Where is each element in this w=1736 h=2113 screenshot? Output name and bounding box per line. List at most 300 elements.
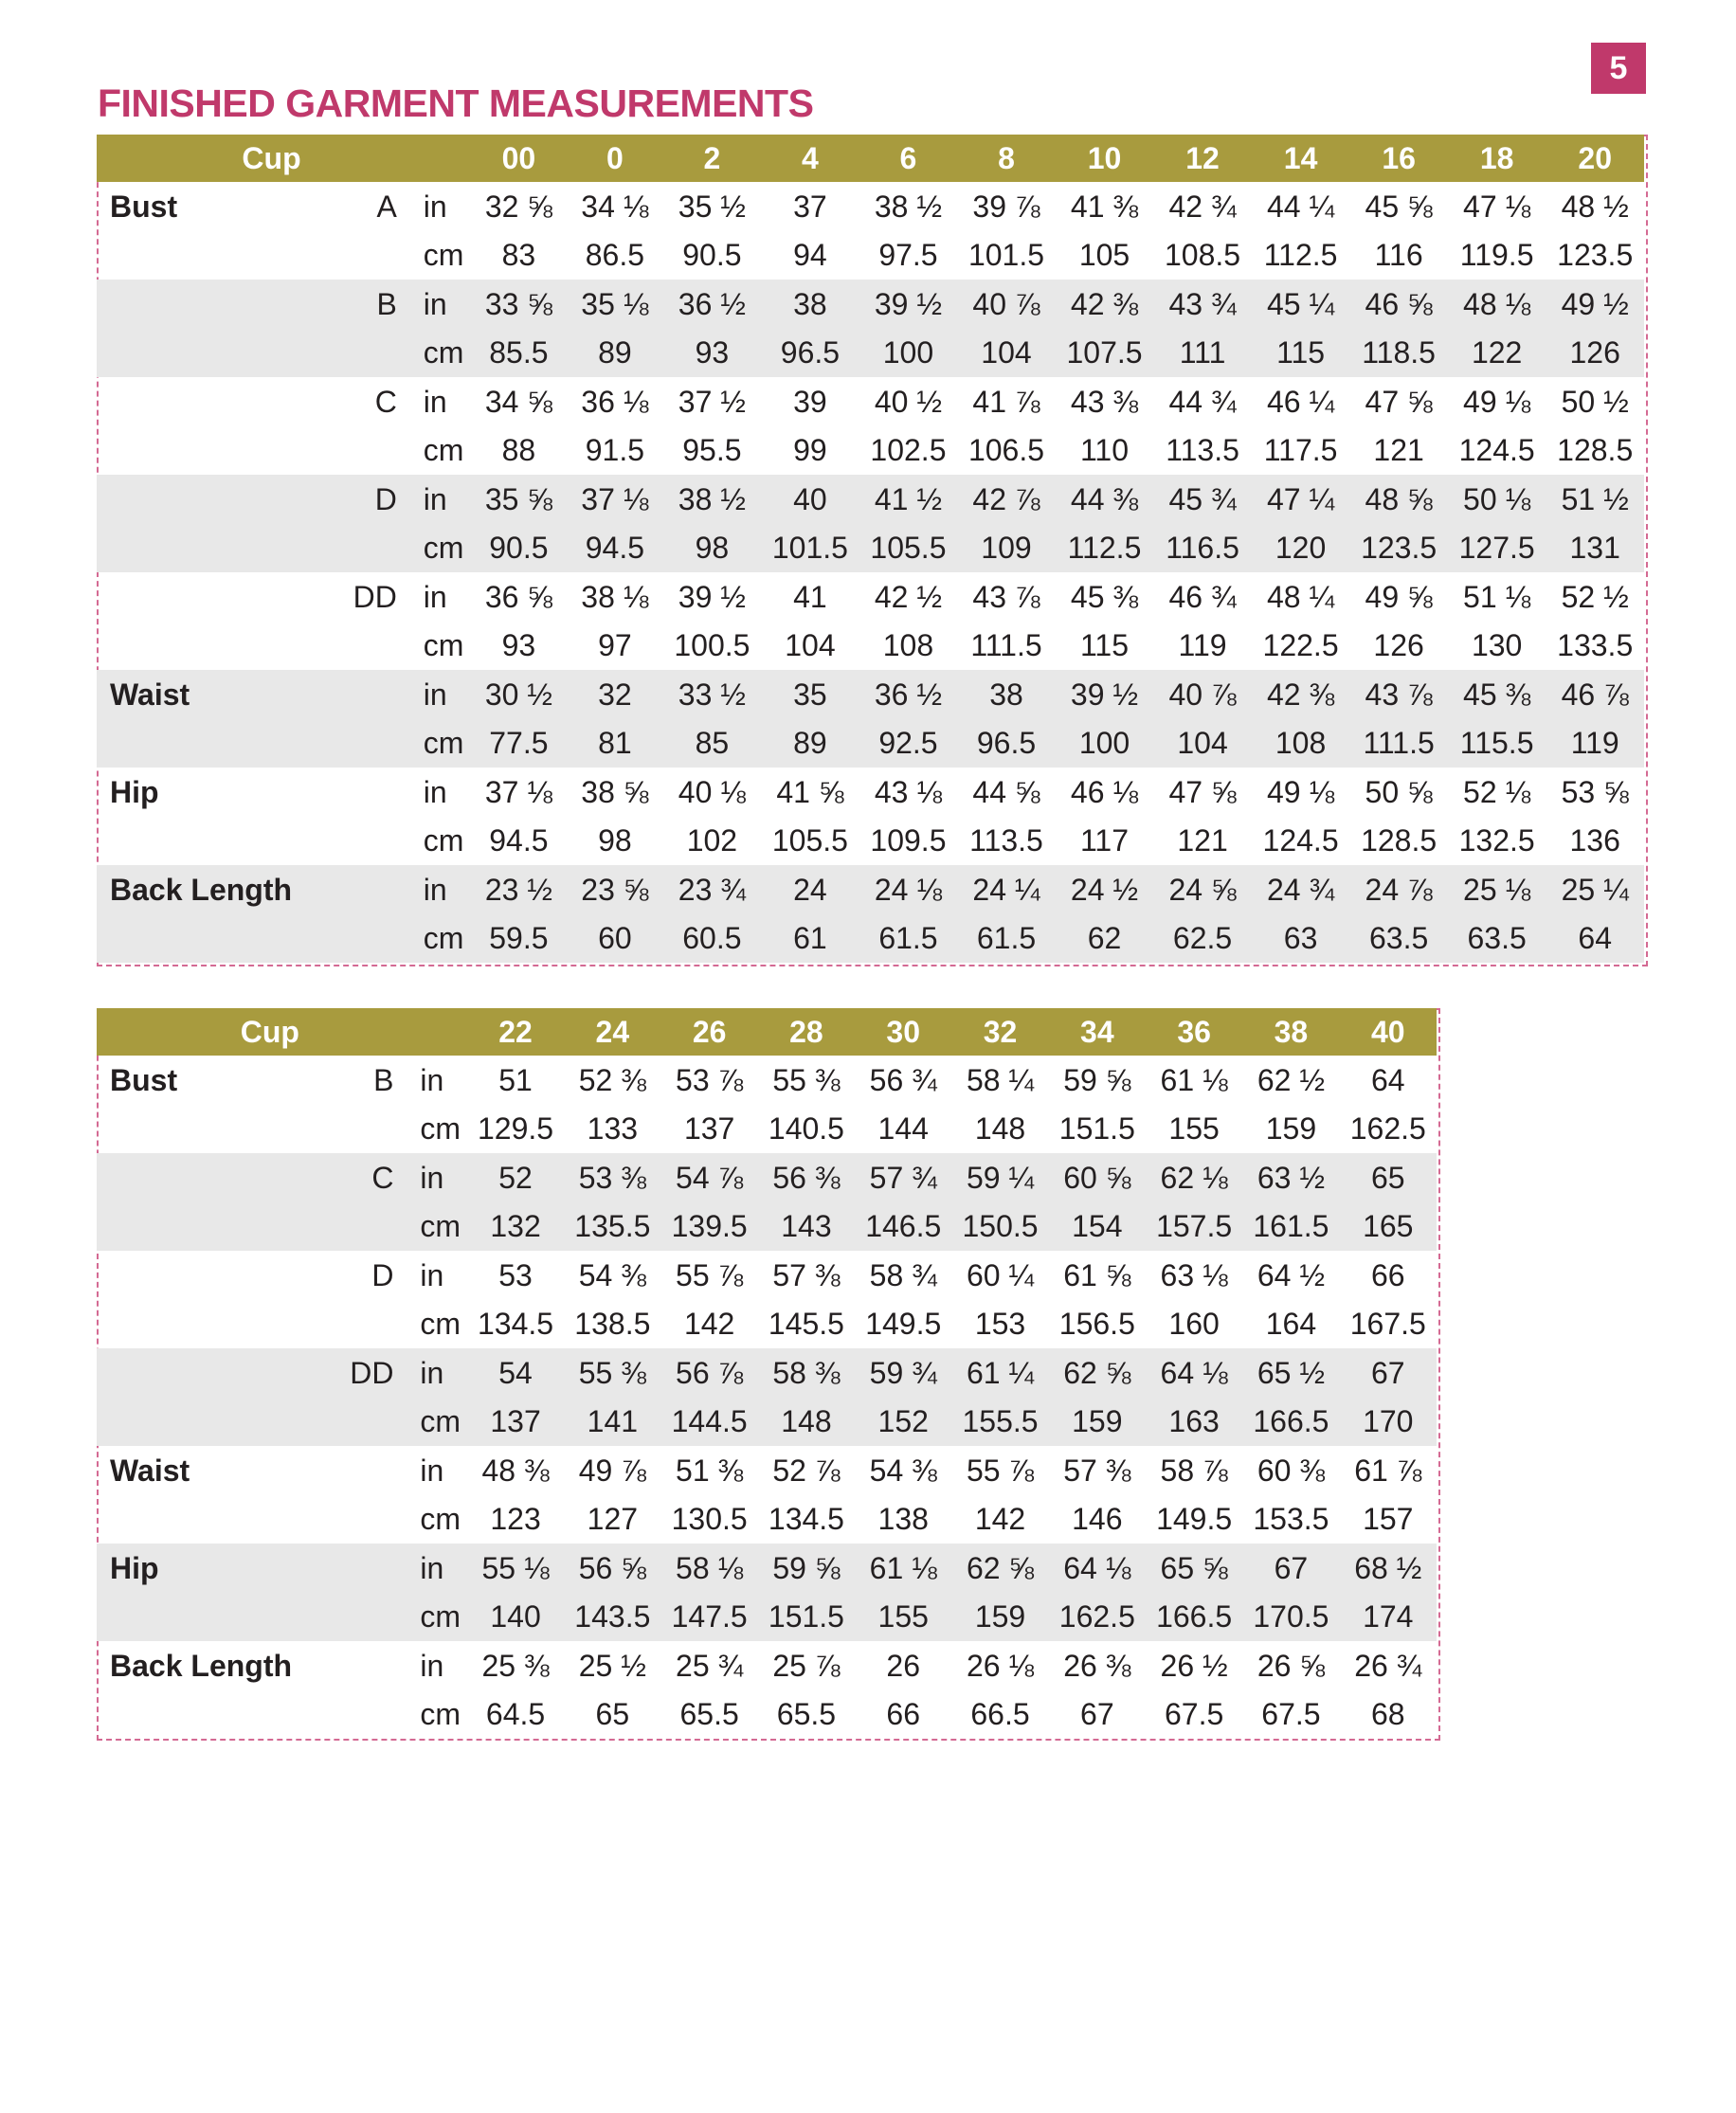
table-cell: 64 <box>1370 1062 1405 1097</box>
header-row <box>97 1008 1437 1056</box>
table-cell: 98 <box>598 823 632 858</box>
table-cell: 128.5 <box>1361 823 1438 858</box>
table-row <box>97 426 1644 476</box>
table-cell: 65 ½ <box>1257 1355 1325 1390</box>
unit-label: in <box>423 774 447 809</box>
table-cell: 166.5 <box>1253 1404 1329 1439</box>
table-cell: 45 ⅜ <box>1463 677 1531 712</box>
table-cell: 53 ⅞ <box>676 1062 744 1097</box>
table-cell: 57 ⅜ <box>1063 1453 1131 1488</box>
table-row <box>97 231 1644 280</box>
table-cell: 140.5 <box>768 1111 844 1147</box>
table-cell: 41 ⅝ <box>776 774 844 809</box>
size-header: 36 <box>1177 1015 1211 1049</box>
table-cell: 63.5 <box>1467 921 1527 956</box>
measure-label <box>97 622 322 671</box>
table-cell: 93 <box>695 335 730 370</box>
unit-label: cm <box>423 531 464 566</box>
table-cell: 48 ½ <box>1561 189 1629 224</box>
table-cell: 39 ½ <box>678 579 746 614</box>
cup-label <box>322 914 416 964</box>
table-cell: 96.5 <box>976 726 1037 761</box>
size-header: 14 <box>1283 141 1318 175</box>
table-cell: 55 ⅜ <box>578 1355 646 1390</box>
table-cell: 166.5 <box>1156 1599 1233 1634</box>
table-cell: 170.5 <box>1253 1599 1329 1634</box>
table-cell: 62 ⅝ <box>1063 1355 1131 1390</box>
table-cell: 32 ⅝ <box>484 189 552 224</box>
table-cell: 142 <box>683 1307 735 1342</box>
measure-label <box>97 1202 320 1252</box>
unit-label: in <box>420 1648 444 1683</box>
table-row <box>97 670 1644 719</box>
size-header: 28 <box>789 1015 823 1049</box>
table-row <box>97 914 1644 964</box>
table-cell: 42 ⅞ <box>972 481 1040 516</box>
size-header: 26 <box>692 1015 727 1049</box>
unit-label: in <box>420 1355 444 1390</box>
unit-label: cm <box>423 823 464 858</box>
table-cell: 98 <box>695 531 730 566</box>
size-header: 22 <box>498 1015 533 1049</box>
table-cell: 61 ⅞ <box>1354 1453 1422 1488</box>
table-cell: 101.5 <box>771 531 848 566</box>
table-cell: 51 ⅛ <box>1463 579 1531 614</box>
table-cell: 121 <box>1373 433 1424 468</box>
measure-label <box>97 1690 320 1740</box>
table-cell: 60 ¼ <box>966 1257 1035 1292</box>
table-cell: 57 ⅜ <box>772 1257 841 1292</box>
size-header: 12 <box>1185 141 1220 175</box>
table-cell: 104 <box>981 335 1032 370</box>
table-cell: 157 <box>1363 1502 1414 1537</box>
table-cell: 77.5 <box>489 726 549 761</box>
table-cell: 61 ⅛ <box>869 1550 937 1585</box>
table-cell: 62.5 <box>1172 921 1233 956</box>
table-cell: 40 ⅞ <box>972 286 1040 321</box>
size-header: 4 <box>802 141 819 175</box>
measure-label: Hip <box>110 1550 159 1585</box>
table-row <box>97 622 1644 671</box>
table-cell: 67 <box>1080 1697 1114 1732</box>
table-cell: 58 ⅜ <box>772 1355 841 1390</box>
table-cell: 65.5 <box>679 1697 739 1732</box>
table-cell: 35 ⅛ <box>581 286 649 321</box>
table-cell: 61.5 <box>878 921 938 956</box>
unit-label: cm <box>420 1502 461 1537</box>
unit-label: cm <box>420 1209 461 1244</box>
table-cell: 104 <box>1177 726 1228 761</box>
table-cell: 24 ⅞ <box>1365 872 1433 907</box>
unit-label: cm <box>423 433 464 468</box>
table-cell: 46 ¾ <box>1168 579 1237 614</box>
measure-label <box>97 1593 320 1642</box>
table-cell: 50 ⅝ <box>1365 774 1433 809</box>
unit-label: cm <box>423 238 464 273</box>
table-cell: 159 <box>974 1599 1026 1634</box>
table-cell: 92.5 <box>878 726 938 761</box>
table-cell: 119 <box>1570 726 1619 761</box>
table-cell: 112.5 <box>1263 238 1338 273</box>
table-cell: 90.5 <box>682 238 742 273</box>
unit-label: in <box>423 579 447 614</box>
unit-label: in <box>423 286 447 321</box>
table-cell: 48 ⅝ <box>1365 481 1433 516</box>
size-header: 8 <box>998 141 1015 175</box>
table-cell: 65 ⅝ <box>1160 1550 1228 1585</box>
table-cell: 49 ⅛ <box>1266 774 1335 809</box>
table-cell: 46 ⅝ <box>1365 286 1433 321</box>
table-cell: 120 <box>1275 531 1327 566</box>
table-cell: 113.5 <box>1166 433 1239 468</box>
table-cell: 56 ⅞ <box>676 1355 744 1390</box>
table-cell: 161.5 <box>1253 1209 1329 1244</box>
unit-label: in <box>423 872 447 907</box>
table-cell: 100 <box>882 335 934 370</box>
table-cell: 36 ⅝ <box>484 579 552 614</box>
table-cell: 165 <box>1363 1209 1414 1244</box>
table-cell: 155.5 <box>962 1404 1039 1439</box>
size-header: 24 <box>595 1015 630 1049</box>
size-header: 16 <box>1382 141 1416 175</box>
unit-label: in <box>420 1257 444 1292</box>
table-cell: 49 ⅞ <box>578 1453 646 1488</box>
cup-label <box>320 1641 412 1690</box>
table-cell: 89 <box>598 335 632 370</box>
measure-label: Waist <box>110 1453 190 1488</box>
table-row <box>97 768 1644 817</box>
unit-label: cm <box>423 628 464 663</box>
table-cell: 52 ½ <box>1561 579 1629 614</box>
table-cell: 67 <box>1274 1550 1309 1585</box>
measure-label <box>97 231 322 280</box>
table-cell: 95.5 <box>682 433 742 468</box>
table-row <box>97 1641 1437 1690</box>
table-cell: 49 ⅝ <box>1365 579 1433 614</box>
table-cell: 56 ⅜ <box>772 1160 841 1195</box>
table-cell: 149.5 <box>865 1307 942 1342</box>
table-cell: 38 <box>989 677 1023 712</box>
size-header: 20 <box>1578 141 1612 175</box>
table-cell: 52 ⅜ <box>578 1062 646 1097</box>
cup-label <box>320 1398 412 1447</box>
table-cell: 107.5 <box>1066 335 1143 370</box>
cup-label <box>320 1690 412 1740</box>
table-cell: 66 <box>886 1697 921 1732</box>
cup-label <box>322 329 416 378</box>
table-cell: 26 ⅜ <box>1063 1648 1131 1683</box>
table-cell: 38 ⅛ <box>581 579 649 614</box>
table-cell: 85 <box>695 726 730 761</box>
table-cell: 50 ⅛ <box>1463 481 1531 516</box>
table-cell: 126 <box>1373 628 1424 663</box>
size-header: 00 <box>501 141 536 175</box>
measure-label <box>97 1398 320 1447</box>
table-row <box>97 1300 1437 1349</box>
table-cell: 43 ⅞ <box>1365 677 1433 712</box>
table-cell: 153.5 <box>1253 1502 1329 1537</box>
table-cell: 119 <box>1178 628 1227 663</box>
table-cell: 67 <box>1370 1355 1405 1390</box>
table-cell: 66.5 <box>970 1697 1030 1732</box>
size-chart-table <box>97 1008 1437 1739</box>
table-cell: 48 ⅜ <box>481 1453 550 1488</box>
table-cell: 156.5 <box>1058 1307 1135 1342</box>
table-cell: 60 <box>598 921 632 956</box>
table-cell: 55 ⅞ <box>676 1257 744 1292</box>
table-cell: 136 <box>1569 823 1620 858</box>
table-cell: 153 <box>974 1307 1026 1342</box>
table-cell: 44 ⅝ <box>972 774 1040 809</box>
table-cell: 64 ⅛ <box>1063 1550 1131 1585</box>
table-cell: 155 <box>1168 1111 1220 1147</box>
table-cell: 59 ⅝ <box>772 1550 841 1585</box>
table-cell: 44 ¾ <box>1168 384 1237 419</box>
table-cell: 46 ⅞ <box>1561 677 1629 712</box>
table-row <box>97 1398 1437 1447</box>
measure-label <box>97 1105 320 1154</box>
table-cell: 43 ¾ <box>1168 286 1237 321</box>
table-cell: 54 ⅞ <box>676 1160 744 1195</box>
table-cell: 111 <box>1179 335 1226 370</box>
table-cell: 122.5 <box>1262 628 1339 663</box>
measure-label <box>97 329 322 378</box>
table-cell: 83 <box>501 238 536 273</box>
table-cell: 144.5 <box>671 1404 748 1439</box>
table-cell: 47 ⅝ <box>1365 384 1433 419</box>
table-cell: 94.5 <box>585 531 645 566</box>
table-row <box>97 1348 1437 1398</box>
table-cell: 62 ⅝ <box>966 1550 1035 1585</box>
table-cell: 123.5 <box>1557 238 1634 273</box>
table-cell: 25 ¼ <box>1561 872 1629 907</box>
table-cell: 162.5 <box>1058 1599 1135 1634</box>
cup-label <box>322 768 416 817</box>
table-cell: 154 <box>1072 1209 1123 1244</box>
table-cell: 96.5 <box>780 335 841 370</box>
table-row <box>97 865 1644 914</box>
table-cell: 99 <box>793 433 827 468</box>
measure-label <box>97 524 322 573</box>
table-cell: 141 <box>587 1404 639 1439</box>
table-cell: 42 ⅜ <box>1070 286 1139 321</box>
table-cell: 24 ½ <box>1070 872 1139 907</box>
table-cell: 62 ⅛ <box>1160 1160 1228 1195</box>
table-row <box>97 280 1644 329</box>
unit-label: in <box>420 1550 444 1585</box>
table-cell: 135.5 <box>574 1209 651 1244</box>
table-cell: 59.5 <box>489 921 549 956</box>
table-row <box>97 1544 1437 1593</box>
table-cell: 85.5 <box>489 335 549 370</box>
measure-label <box>97 377 322 426</box>
table-cell: 137 <box>490 1404 541 1439</box>
table-cell: 132 <box>490 1209 541 1244</box>
table-cell: 24 ¼ <box>972 872 1040 907</box>
table-cell: 59 ¼ <box>966 1160 1035 1195</box>
size-header: 18 <box>1479 141 1514 175</box>
table-cell: 133.5 <box>1557 628 1634 663</box>
table-cell: 101.5 <box>967 238 1045 273</box>
measure-label <box>97 475 322 524</box>
table-cell: 128.5 <box>1557 433 1634 468</box>
header-spacer <box>412 1008 466 1056</box>
table-cell: 116 <box>1374 238 1423 273</box>
header-spacer <box>416 135 471 182</box>
table-cell: 59 ¾ <box>869 1355 937 1390</box>
size-header: 0 <box>606 141 624 175</box>
table-cell: 123 <box>490 1502 541 1537</box>
cup-label <box>322 817 416 866</box>
table-cell: 108 <box>1275 726 1327 761</box>
size-header: 40 <box>1370 1015 1405 1049</box>
cup-label: B <box>373 1062 394 1097</box>
cup-label: DD <box>353 579 397 614</box>
measure-label <box>97 1153 320 1202</box>
table-cell: 117.5 <box>1263 433 1338 468</box>
unit-label: in <box>423 677 447 712</box>
table-row <box>97 377 1644 426</box>
table-cell: 48 ⅛ <box>1463 286 1531 321</box>
table-cell: 44 ⅜ <box>1070 481 1139 516</box>
table-cell: 58 ⅞ <box>1160 1453 1228 1488</box>
measure-label <box>97 1348 320 1398</box>
table-cell: 46 ⅛ <box>1070 774 1139 809</box>
table-cell: 131 <box>1569 531 1620 566</box>
table-cell: 37 <box>793 189 827 224</box>
table-cell: 26 ⅛ <box>966 1648 1035 1683</box>
table-cell: 30 ½ <box>484 677 552 712</box>
table-cell: 134.5 <box>478 1307 554 1342</box>
table-cell: 61 <box>793 921 827 956</box>
cup-label <box>322 622 416 671</box>
table-cell: 64 <box>1578 921 1612 956</box>
table-cell: 33 ⅝ <box>484 286 552 321</box>
table-cell: 33 ½ <box>678 677 746 712</box>
measure-label <box>97 719 322 768</box>
table-cell: 41 ⅜ <box>1070 189 1139 224</box>
table-row <box>97 1446 1437 1495</box>
table-cell: 115 <box>1276 335 1326 370</box>
table-cell: 148 <box>781 1404 832 1439</box>
size-header: 6 <box>899 141 917 175</box>
table-cell: 51 <box>498 1062 533 1097</box>
unit-label: in <box>420 1160 444 1195</box>
cup-label <box>320 1544 412 1593</box>
cup-label: C <box>374 384 397 419</box>
table-cell: 65 <box>1370 1160 1405 1195</box>
table-cell: 64.5 <box>485 1697 546 1732</box>
table-row <box>97 1690 1437 1740</box>
table-cell: 35 ⅝ <box>484 481 552 516</box>
table-cell: 130.5 <box>671 1502 748 1537</box>
measure-label <box>97 1300 320 1349</box>
table-cell: 167.5 <box>1349 1307 1426 1342</box>
table-cell: 52 <box>498 1160 533 1195</box>
table-cell: 61 ¼ <box>966 1355 1035 1390</box>
table-cell: 117 <box>1080 823 1130 858</box>
table-cell: 24 ¾ <box>1266 872 1335 907</box>
table-cell: 58 ¾ <box>869 1257 937 1292</box>
table-cell: 34 ⅝ <box>484 384 552 419</box>
table-cell: 39 <box>793 384 827 419</box>
table-cell: 24 ⅛ <box>874 872 943 907</box>
table-cell: 94 <box>793 238 827 273</box>
table-cell: 39 ½ <box>874 286 943 321</box>
table-cell: 40 ⅛ <box>678 774 746 809</box>
unit-label: cm <box>423 921 464 956</box>
table-cell: 45 ⅜ <box>1070 579 1139 614</box>
measure-label <box>97 1495 320 1544</box>
unit-label: cm <box>423 726 464 761</box>
cup-label <box>320 1105 412 1154</box>
measure-label: Bust <box>110 1062 178 1097</box>
table-cell: 43 ⅞ <box>972 579 1040 614</box>
table-cell: 66 <box>1370 1257 1405 1292</box>
measure-label: Hip <box>110 774 159 809</box>
cup-label <box>322 865 416 914</box>
table-cell: 40 ⅞ <box>1168 677 1237 712</box>
table-cell: 55 ⅜ <box>772 1062 841 1097</box>
table-cell: 26 ⅝ <box>1257 1648 1325 1683</box>
page-number: 5 <box>1591 43 1646 94</box>
table-cell: 47 ¼ <box>1266 481 1335 516</box>
cup-label: DD <box>350 1355 394 1390</box>
table-cell: 35 ½ <box>678 189 746 224</box>
table-cell: 47 ⅝ <box>1168 774 1237 809</box>
table-row <box>97 719 1644 768</box>
cup-label <box>322 426 416 476</box>
table-cell: 26 <box>886 1648 921 1683</box>
table-cell: 59 ⅝ <box>1063 1062 1131 1097</box>
table-cell: 145.5 <box>768 1307 844 1342</box>
table-cell: 25 ⅛ <box>1463 872 1531 907</box>
table-cell: 122 <box>1471 335 1523 370</box>
table-cell: 63.5 <box>1368 921 1429 956</box>
cup-label <box>322 524 416 573</box>
table-cell: 147.5 <box>671 1599 748 1634</box>
table-cell: 124.5 <box>1262 823 1339 858</box>
cup-label: B <box>376 286 397 321</box>
table-cell: 60.5 <box>682 921 742 956</box>
table-cell: 45 ⅝ <box>1365 189 1433 224</box>
table-cell: 38 ⅝ <box>581 774 649 809</box>
size-header: 2 <box>703 141 721 175</box>
table-cell: 35 <box>793 677 827 712</box>
cup-label <box>322 670 416 719</box>
table-cell: 47 ⅛ <box>1463 189 1531 224</box>
table-cell: 25 ⅞ <box>772 1648 841 1683</box>
table-cell: 162.5 <box>1349 1111 1426 1147</box>
table-cell: 37 ⅛ <box>484 774 552 809</box>
table-cell: 37 ½ <box>678 384 746 419</box>
table-cell: 55 ⅞ <box>966 1453 1035 1488</box>
table-row <box>97 1056 1437 1105</box>
cup-label <box>320 1495 412 1544</box>
table-cell: 97 <box>598 628 632 663</box>
table-cell: 67.5 <box>1164 1697 1224 1732</box>
table-cell: 26 ½ <box>1160 1648 1228 1683</box>
table-cell: 50 ½ <box>1561 384 1629 419</box>
page-title: FINISHED GARMENT MEASUREMENTS <box>98 81 814 125</box>
table-cell: 42 ⅜ <box>1266 677 1335 712</box>
table-cell: 56 ⅝ <box>578 1550 646 1585</box>
table-cell: 23 ⅝ <box>581 872 649 907</box>
table-cell: 61.5 <box>976 921 1037 956</box>
table-cell: 100.5 <box>674 628 750 663</box>
table-cell: 51 ⅜ <box>676 1453 744 1488</box>
size-chart-table <box>97 135 1644 963</box>
